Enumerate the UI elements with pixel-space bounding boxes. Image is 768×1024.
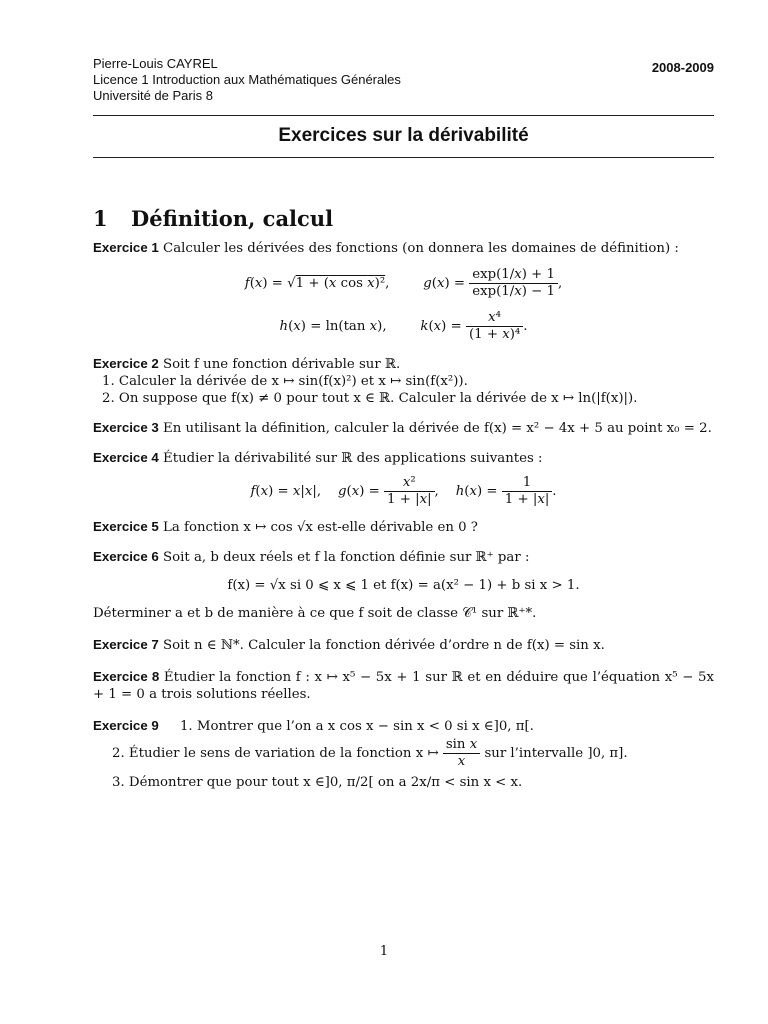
exercise-5 bbox=[93, 518, 714, 536]
list-item: 1. Montrer que l’on a x cos x − sin x < 0 si x ∈]0, π[. bbox=[179, 719, 534, 734]
exercise-7 bbox=[93, 636, 714, 654]
list-item-text: 2. Étudier le sens de variation de la fonction x ↦ bbox=[112, 746, 439, 761]
exercise-text: La fonction x ↦ cos √x est-elle dérivable en 0 ? bbox=[163, 520, 478, 535]
academic-year: 2008-2009 bbox=[651, 60, 714, 75]
list-item bbox=[112, 737, 714, 770]
exercise-label: Exercice 6 bbox=[93, 549, 159, 564]
author-name: Pierre-Louis CAYREL bbox=[93, 56, 218, 71]
exercise-text: Calculer les dérivées des fonctions (on donnera les domaines de définition) : bbox=[163, 241, 679, 256]
list-item-text: sur l’intervalle ]0, π]. bbox=[484, 746, 628, 761]
document-header bbox=[93, 56, 714, 104]
exercise-9 bbox=[93, 717, 714, 735]
university-name: Université de Paris 8 bbox=[93, 88, 213, 103]
exercise-label: Exercice 7 bbox=[93, 637, 159, 652]
exercise-text: Soit f une fonction dérivable sur ℝ. bbox=[163, 357, 401, 372]
exercise-2-list bbox=[99, 373, 714, 407]
exercise-2 bbox=[93, 355, 714, 373]
exercise-text: En utilisant la définition, calculer la dérivée de f(x) = x² − 4x + 5 au point x₀ = 2. bbox=[163, 421, 712, 436]
exercise-6 bbox=[93, 548, 714, 566]
list-item: 2. On suppose que f(x) ≠ 0 pour tout x ∈ ℝ. Calculer la dérivée de x ↦ ln(|f(x)|). bbox=[102, 391, 638, 406]
exercise-label: Exercice 3 bbox=[93, 420, 159, 435]
exercise-label: Exercice 5 bbox=[93, 519, 159, 534]
exercise-1-equations-row2: h(x) = ln(tan x), k(x) = $\frac{\text{x⁴}}{\text{(1 + x)⁴}}$ . bbox=[279, 310, 528, 342]
section-title: Définition, calcul bbox=[131, 206, 334, 231]
section-heading bbox=[93, 206, 714, 231]
exercise-label: Exercice 1 bbox=[93, 240, 159, 255]
exercise-1 bbox=[93, 239, 714, 257]
page-number: 1 bbox=[379, 944, 389, 959]
exercise-1-equations-row1: f(x) = √1 + (x cos x)², g(x) = $\frac{\exp(1/x) + 1}{\exp(1/x) - 1}$ , bbox=[244, 267, 563, 299]
exercise-text: Soit n ∈ ℕ*. Calculer la fonction dérivée d’ordre n de f(x) = sin x. bbox=[163, 638, 605, 653]
list-item: 1. Calculer la dérivée de x ↦ sin(f(x)²) et x ↦ sin(f(x²)). bbox=[102, 374, 468, 389]
section-number: 1 bbox=[93, 206, 108, 231]
exercise-3 bbox=[93, 419, 714, 437]
exercise-8 bbox=[93, 668, 714, 703]
document-title: Exercices sur la dérivabilité bbox=[278, 125, 529, 146]
exercise-text: Soit a, b deux réels et f la fonction définie sur ℝ⁺ par : bbox=[163, 550, 530, 565]
exercise-text: Étudier la fonction f : x ↦ x⁵ − 5x + 1 sur ℝ et en déduire que l’équation x⁵ − 5x + 1 = 0 a trois solutions réelles. bbox=[93, 670, 714, 702]
fraction-sinx-over-x: $\frac{\text{sin x}}{x}$ bbox=[443, 737, 480, 770]
exercise-4-equations: f(x) = x|x|, g(x) = $\frac{\text{x²}}{1 + |x|}$ , h(x) = $\frac{1}{1 + |x|}$ . bbox=[250, 475, 557, 507]
exercise-text: Étudier la dérivabilité sur ℝ des applications suivantes : bbox=[163, 451, 543, 466]
exercise-6-question: Déterminer a et b de manière à ce que f soit de classe 𝒞¹ sur ℝ⁺*. bbox=[93, 606, 537, 621]
exercise-label: Exercice 4 bbox=[93, 450, 159, 465]
exercise-label: Exercice 2 bbox=[93, 356, 159, 371]
exercise-label: Exercice 8 bbox=[93, 669, 160, 684]
exercise-6-equation: f(x) = √x si 0 ⩽ x ⩽ 1 et f(x) = a(x² − 1) + b si x > 1. bbox=[227, 578, 580, 593]
course-name: Licence 1 Introduction aux Mathématiques Générales bbox=[93, 72, 401, 87]
exercise-4 bbox=[93, 449, 714, 467]
header-rule-bottom bbox=[93, 157, 714, 158]
exercise-label: Exercice 9 bbox=[93, 718, 159, 733]
list-item: 3. Démontrer que pour tout x ∈]0, π/2[ on a 2x/π < sin x < x. bbox=[112, 775, 523, 790]
